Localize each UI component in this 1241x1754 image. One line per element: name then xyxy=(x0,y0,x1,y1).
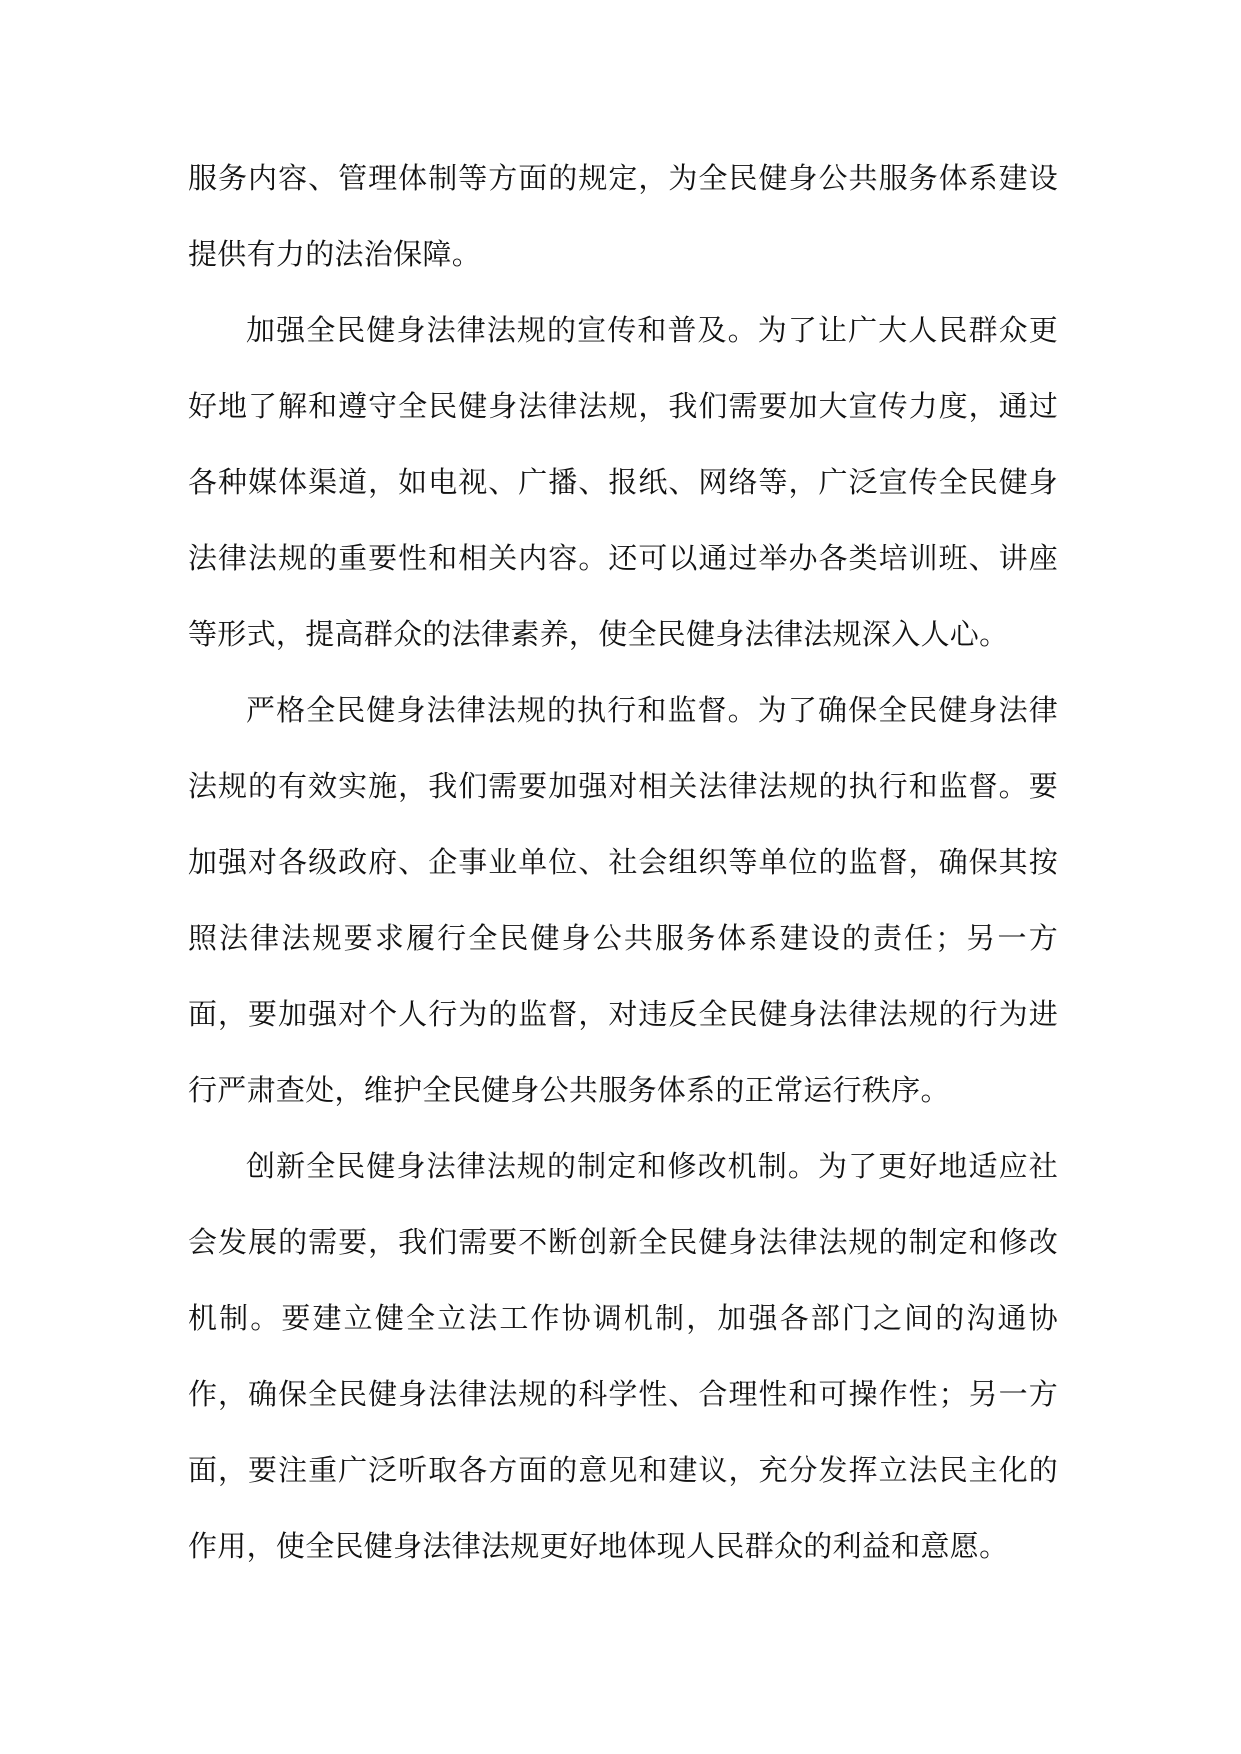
paragraph-2: 加强全民健身法律法规的宣传和普及。为了让广大人民群众更好地了解和遵守全民健身法律法规，我们需要加大宣传力度，通过各种媒体渠道，如电视、广播、报纸、网络等，广泛宣传全民健身法律法规的重要性和相关内容。还可以通过举办各类培训班、讲座等形式，提高群众的法律素养，使全民健身法律法规深入人心。 xyxy=(188,313,1058,651)
paragraph-1: 服务内容、管理体制等方面的规定，为全民健身公共服务体系建设提供有力的法治保障。 xyxy=(188,161,1058,271)
document-body xyxy=(188,140,1058,1584)
paragraph-3: 严格全民健身法律法规的执行和监督。为了确保全民健身法律法规的有效实施，我们需要加强对相关法律法规的执行和监督。要加强对各级政府、企事业单位、社会组织等单位的监督，确保其按照法律法规要求履行全民健身公共服务体系建设的责任；另一方面，要加强对个人行为的监督，对违反全民健身法律法规的行为进行严肃查处，维护全民健身公共服务体系的正常运行秩序。 xyxy=(188,693,1058,1107)
paragraph-4: 创新全民健身法律法规的制定和修改机制。为了更好地适应社会发展的需要，我们需要不断创新全民健身法律法规的制定和修改机制。要建立健全立法工作协调机制，加强各部门之间的沟通协作，确保全民健身法律法规的科学性、合理性和可操作性；另一方面，要注重广泛听取各方面的意见和建议，充分发挥立法民主化的作用，使全民健身法律法规更好地体现人民群众的利益和意愿。 xyxy=(188,1149,1058,1563)
